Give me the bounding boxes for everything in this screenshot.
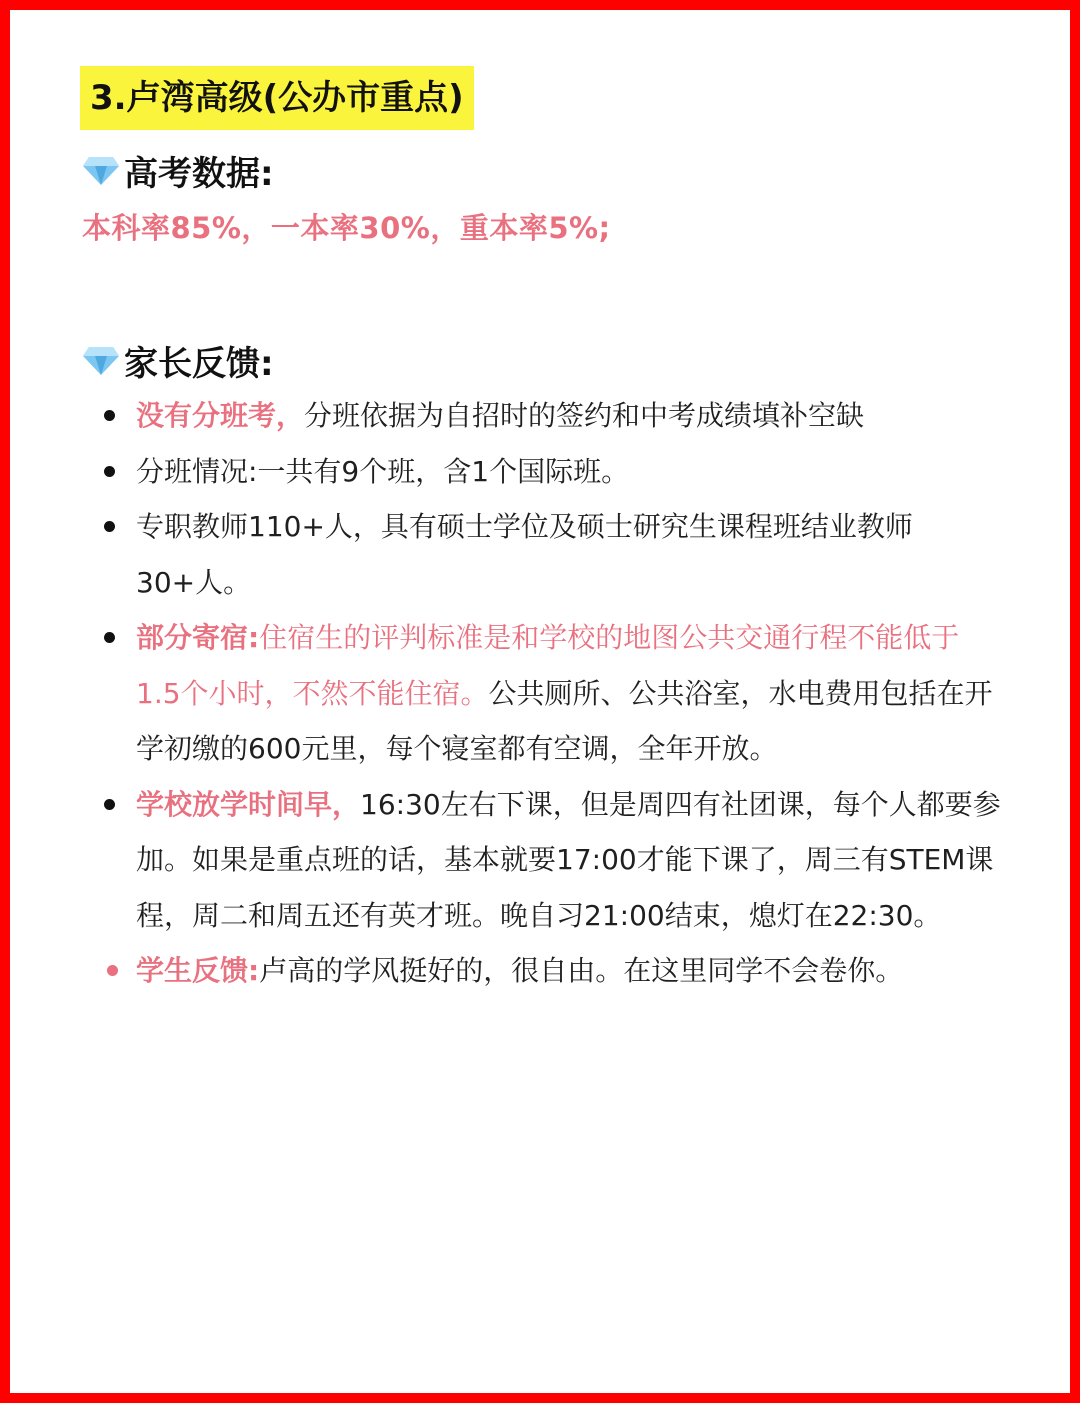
bullet [104,410,115,421]
bullet [104,521,115,532]
item-highlight-text: 住宿生的评判标准是和学校的地图公共交通行程不能低于1.5个小时，不然不能住宿。 [136,621,960,710]
bullet [104,799,115,810]
item-text: 卢高的学风挺好的，很自由。在这里同学不会卷你。 [259,954,904,987]
bullet [104,632,115,643]
diamond-icon [82,346,120,376]
item-text: 公共厕所、公共浴室，水电费用包括在开学初缴的600元里，每个寝室都有空调，全年开放。 [136,676,993,765]
feedback-list [10,388,1070,999]
bullet [107,965,118,976]
item-text: 16:30左右下课，但是周四有社团课，每个人都要参加。如果是重点班的话，基本就要17:00才能下课了，周三有STEM课程，周二和周五还有英才班。晚自习21:00结束，熄灯在22:30。 [136,787,1001,932]
item-lead: 学校放学时间早， [136,787,361,821]
item-text: 分班依据为自招时的签约和中考成绩填补空缺 [304,399,865,432]
feedback-heading: 家长反馈: [124,344,274,384]
item-lead: 学生反馈: [136,954,260,987]
item-lead: 部分寄宿: [136,621,260,654]
item-lead: 没有分班考， [136,399,305,432]
gaokao-heading: 高考数据: [124,154,274,194]
list-item [10,388,1070,444]
page-title: 3.卢湾高级(公办市重点) [80,66,474,130]
feedback-heading-row [82,336,274,385]
list-item [10,610,1070,777]
page [10,10,1070,1393]
bullet [104,466,115,477]
diamond-icon [82,156,120,186]
gaokao-heading-row [82,146,274,195]
item-text: 分班情况:一共有9个班，含1个国际班。 [136,454,630,488]
list-item [10,444,1070,500]
list-item [10,777,1070,944]
list-item [10,943,1070,999]
item-text: 专职教师110+人，具有硕士学位及硕士研究生课程班结业教师30+人。 [136,510,913,599]
list-item [10,499,1070,610]
gaokao-stats: 本科率85%，一本率30%，重本率5%; [82,211,611,245]
